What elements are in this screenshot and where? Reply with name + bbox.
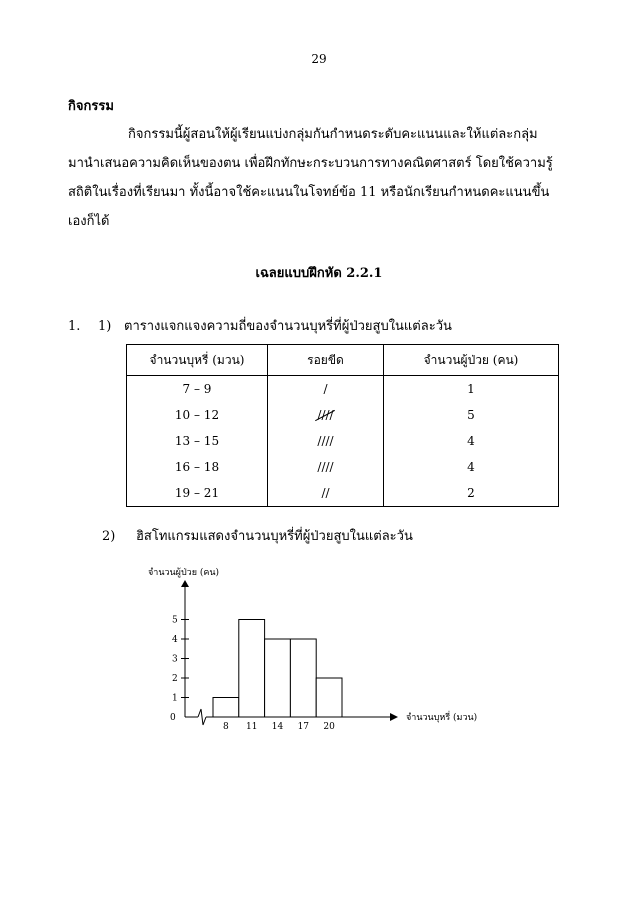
item-text: ฮิสโทแกรมแสดงจำนวนบุหรี่ที่ผู้ป่วยสูบในแต่ละวัน <box>136 529 413 544</box>
x-tick-label: 8 <box>223 722 229 732</box>
y-tick-label: 1 <box>172 693 178 704</box>
table-cell: 2 <box>384 480 559 507</box>
histogram-bar <box>213 698 239 718</box>
table-cell: 5 <box>384 402 559 428</box>
histogram-bar <box>265 639 291 717</box>
histogram-bar <box>316 678 342 717</box>
table-row <box>127 454 559 480</box>
sub-item-number: 1) <box>98 319 112 334</box>
x-axis-label: จำนวนบุหรี่ (มวน) <box>406 713 478 723</box>
frequency-table <box>126 344 559 507</box>
page-number: 29 <box>311 52 327 66</box>
item-text: ตารางแจกแจงความถี่ของจำนวนบุหรี่ที่ผู้ป่วยสูบในแต่ละวัน <box>124 319 452 334</box>
table-row <box>127 480 559 507</box>
x-tick-label: 17 <box>297 722 310 732</box>
x-tick-label: 20 <box>323 722 335 732</box>
activity-heading: กิจกรรม <box>68 99 114 114</box>
column-header: รอยขีด <box>268 345 384 376</box>
activity-line: สถิติในเรื่องที่เรียนมา ทั้งนี้อาจใช้คะแนนในโจทย์ข้อ 11 หรือนักเรียนกำหนดคะแนนขึ้น <box>68 185 550 200</box>
column-header: จำนวนบุหรี่ (มวน) <box>127 345 268 376</box>
origin-label: 0 <box>170 713 176 723</box>
table-cell <box>268 402 384 428</box>
item-1 <box>68 315 452 336</box>
table-cell: 4 <box>384 454 559 480</box>
x-axis-arrow <box>390 713 398 721</box>
item-2 <box>102 525 413 546</box>
histogram-bar <box>290 639 316 717</box>
activity-line: กิจกรรมนี้ผู้สอนให้ผู้เรียนแบ่งกลุ่มกันกำหนดระดับคะแนนและให้แต่ละกลุ่ม <box>128 127 538 142</box>
y-tick-label: 5 <box>172 615 178 626</box>
table-cell: //// <box>268 454 384 480</box>
sub-item-number: 2) <box>102 529 116 544</box>
table-cell: 7 – 9 <box>127 376 268 403</box>
activity-line: เองก็ได้ <box>68 214 110 229</box>
table-cell: 19 – 21 <box>127 480 268 507</box>
table-header-row <box>127 345 559 376</box>
table-cell: 16 – 18 <box>127 454 268 480</box>
table-cell: // <box>268 480 384 507</box>
answer-title: เฉลยแบบฝึกหัด 2.2.1 <box>255 266 383 281</box>
table-cell: 13 – 15 <box>127 428 268 454</box>
table-row <box>127 376 559 403</box>
table-cell: 4 <box>384 428 559 454</box>
axis-break-icon <box>198 709 206 725</box>
y-tick-label: 2 <box>172 674 178 684</box>
tally-marks: //// <box>317 408 334 422</box>
x-tick-label: 11 <box>245 722 258 732</box>
table-row <box>127 402 559 428</box>
table-cell: 10 – 12 <box>127 402 268 428</box>
y-tick-label: 4 <box>172 635 178 645</box>
item-number: 1. <box>68 319 81 334</box>
histogram-chart <box>130 555 510 740</box>
y-axis-arrow <box>181 580 189 587</box>
y-tick-label: 3 <box>172 654 178 665</box>
table-row <box>127 428 559 454</box>
activity-paragraph <box>68 120 568 236</box>
table-cell: / <box>268 376 384 403</box>
column-header: จำนวนผู้ป่วย (คน) <box>384 345 559 376</box>
activity-line: มานำเสนอความคิดเห็นของตน เพื่อฝึกทักษะกระบวนการทางคณิตศาสตร์ โดยใช้ความรู้ <box>68 156 553 171</box>
table-cell: 1 <box>384 376 559 403</box>
x-tick-label: 14 <box>271 722 284 732</box>
histogram-bar <box>239 620 265 718</box>
table-cell: //// <box>268 428 384 454</box>
y-axis-label: จำนวนผู้ป่วย (คน) <box>148 568 220 578</box>
